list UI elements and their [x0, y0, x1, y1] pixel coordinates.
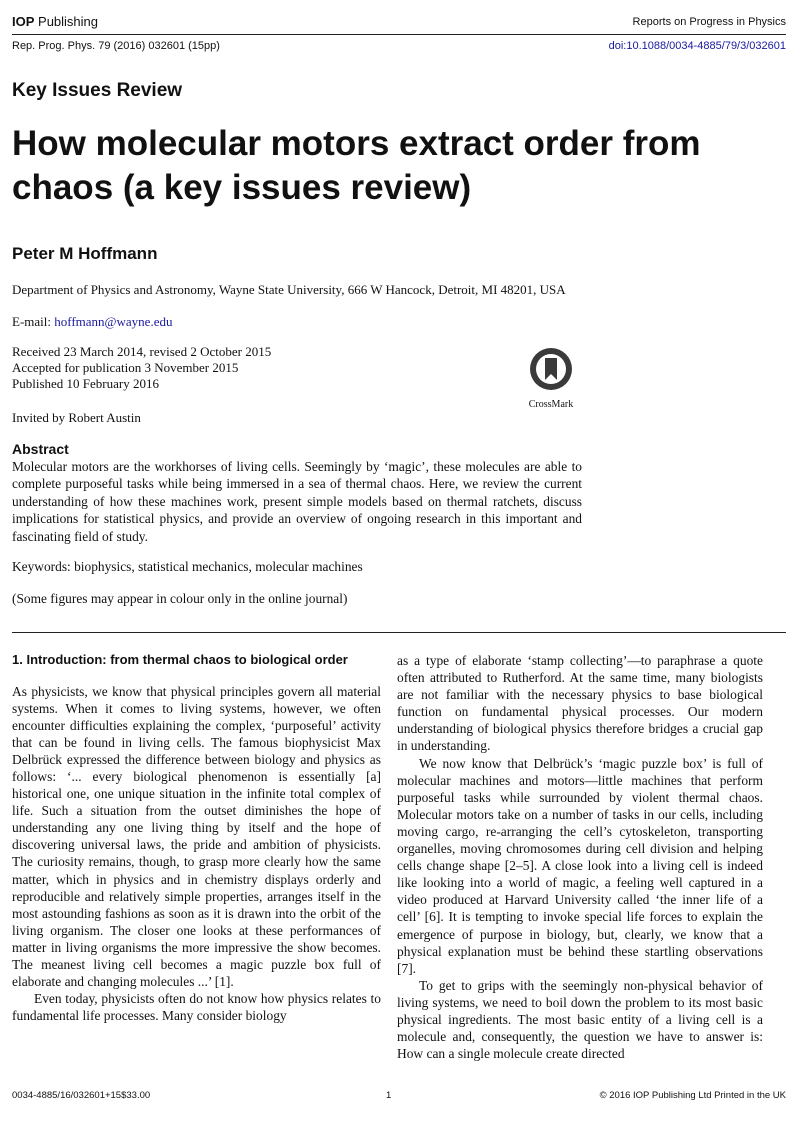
publisher-logo-bold: IOP: [12, 14, 35, 29]
invited-by: Invited by Robert Austin: [12, 410, 141, 425]
email-line: [12, 314, 172, 330]
paragraph: Even today, physicists often do not know how physics relates to fundamental life processes. Many consider biology: [12, 991, 381, 1024]
email-link[interactable]: hoffmann@wayne.edu: [54, 314, 173, 329]
abstract-heading: Abstract: [12, 441, 69, 457]
abstract-text: Molecular motors are the workhorses of living cells. Seemingly by ‘magic’, these molecules are able to complete purposeful tasks while being immersed in a sea of thermal chaos. Here, we review the current understanding of how these machines work, present simple models based on thermal ratchets, discuss implications for statistical physics, and provide an overview of ongoing research in this important and fascinating field of study.: [12, 459, 582, 544]
publication-dates: [12, 344, 271, 392]
article-type: Key Issues Review: [12, 80, 183, 101]
paragraph: We now know that Delbrück’s ‘magic puzzle box’ is full of molecular machines and motors—little machines that perform purposeful tasks while surrounded by violent thermal chaos. Molecular motors take on a number of tasks in our cells, including moving cargo, re-arranging the cell’s cytoskeleton, transporting organelles, moving chromosomes during cell division and helping cells change shape [2–5]. A close look into a living cell is indeed like looking into a world of magic, a feeling well captured in a video produced at Harvard University called ‘the inner life of a cell’ [6]. It is tempting to invoke special life forces to explain the emergence of purpose in biology, but, clearly, we know that a physical explanation must be behind these startling observations [7].: [397, 755, 763, 976]
journal-name: Reports on Progress in Physics: [632, 16, 786, 28]
crossmark-badge[interactable]: [516, 346, 586, 410]
footer-code: 0034-4885/16/032601+15$33.00: [12, 1090, 151, 1101]
article-title: How molecular motors extract order from chaos (a key issues review): [12, 124, 701, 207]
crossmark-label: CrossMark: [528, 399, 574, 410]
publisher-logo-rest: Publishing: [34, 14, 99, 29]
affiliation: Department of Physics and Astronomy, Wayne State University, 666 W Hancock, Detroit, MI 48201, USA: [12, 282, 566, 297]
abstract-rule: [12, 632, 786, 633]
paragraph: as a type of elaborate ‘stamp collecting’—to paraphrase a quote often attributed to Rutherford. At the same time, many biologists are not familiar with the necessary physics to base biological function on fundamental physical processes. Our modern understanding of biological physics therefore bridges a crucial gap in understanding.: [397, 653, 763, 754]
received-date: Received 23 March 2014, revised 2 October 2015: [12, 344, 272, 359]
left-column: [12, 652, 381, 1024]
doi-link[interactable]: doi:10.1088/0034-4885/79/3/032601: [608, 40, 786, 52]
right-column: [397, 652, 763, 1062]
section-heading: 1. Introduction: from thermal chaos to biological order: [12, 652, 348, 667]
footer-copyright: © 2016 IOP Publishing Ltd Printed in the UK: [599, 1090, 786, 1101]
publisher-logo: [12, 14, 98, 29]
accepted-date: Accepted for publication 3 November 2015: [12, 360, 239, 375]
header-rule: [12, 34, 786, 35]
citation: Rep. Prog. Phys. 79 (2016) 032601 (15pp): [12, 40, 220, 52]
email-label: E-mail:: [12, 314, 55, 329]
published-date: Published 10 February 2016: [12, 376, 159, 391]
paragraph: As physicists, we know that physical principles govern all material systems. When it comes to living systems, however, we often encounter difficulties explaining the complex, ‘purposeful’ activity that can be found in living cells. The famous biophysicist Max Delbrück expressed the difference between biology and physics as follows: ‘... every biological phenomenon is essentially [a] historical one, one unique situation in the infinite total complex of life. Such a situation from the outset diminishes the hope of understanding any one living thing by itself and the hope of discovering universal laws, the pride and ambition of physicists. The curiosity remains, though, to grasp more clearly how the same matter, which in physics and in chemistry displays orderly and reproducible and relatively simple properties, arranges itself in the most astounding fashions as soon as it is drawn into the orbit of the living organism. The closer one looks at these performances of matter in living organisms the more impressive the show becomes. The meanest living cell becomes a magic puzzle box full of elaborate and changing molecules ...’ [1].: [12, 683, 381, 990]
page-number: 1: [386, 1090, 392, 1101]
crossmark-icon: [528, 346, 574, 392]
author-name: Peter M Hoffmann: [12, 244, 158, 263]
paragraph: To get to grips with the seemingly non-physical behavior of living systems, we need to boil down the problem to its most basic physical ingredients. The most basic entity of a living cell is a molecule and, consequently, the question we have to answer is: How can a single molecule create directed: [397, 977, 763, 1062]
keywords: Keywords: biophysics, statistical mechanics, molecular machines: [12, 559, 363, 574]
colour-note: (Some figures may appear in colour only in the online journal): [12, 591, 348, 606]
